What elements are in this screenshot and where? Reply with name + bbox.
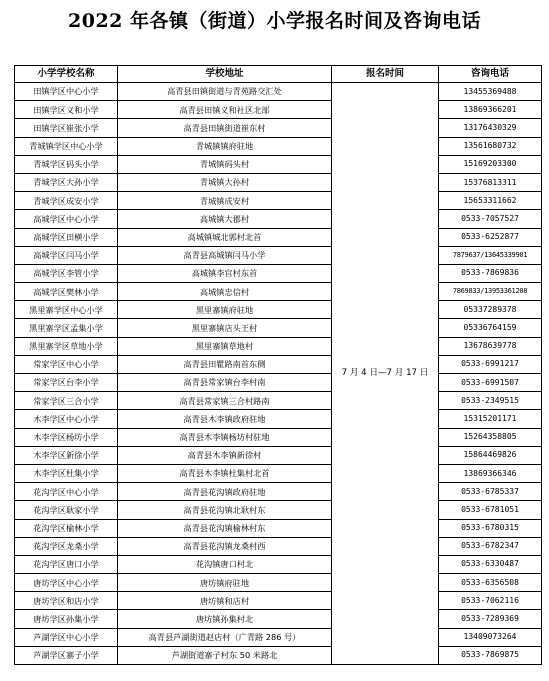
phone-cell: 15315201171 [439, 410, 542, 428]
table-row [15, 137, 542, 155]
phone-cell: 0533-6782347 [439, 537, 542, 555]
school-address-cell: 唐坊镇孙集村北 [118, 610, 332, 628]
school-address-cell: 高青县木李镇政府驻地 [118, 410, 332, 428]
school-name-cell: 田镇学区中心小学 [15, 83, 118, 101]
school-address-cell: 高青县花沟镇北耿村东 [118, 501, 332, 519]
school-address-cell: 高青县田镇街道与青苑路交汇处 [118, 83, 332, 101]
table-row [15, 610, 542, 628]
table-row [15, 628, 542, 646]
school-address-cell: 唐坊镇和店村 [118, 592, 332, 610]
phone-cell: 13455369488 [439, 83, 542, 101]
table-row [15, 228, 542, 246]
school-name-cell: 高城学区樊林小学 [15, 283, 118, 301]
school-name-cell: 青城学区成安小学 [15, 192, 118, 210]
school-address-cell: 芦湖街道寨子村东 50 米路北 [118, 646, 332, 664]
header-registration-time: 报名时间 [332, 66, 439, 83]
school-address-cell: 高青县木李镇杜集村北首 [118, 464, 332, 482]
phone-cell: 7869833/13953361208 [439, 283, 542, 301]
school-address-cell: 高青县常家镇台李村南 [118, 374, 332, 392]
school-name-cell: 花沟学区龙桑小学 [15, 537, 118, 555]
phone-cell: 13561680732 [439, 137, 542, 155]
school-address-cell: 黑里寨镇府驻地 [118, 301, 332, 319]
header-school-name: 小学学校名称 [15, 66, 118, 83]
school-name-cell: 黑里寨学区中心小学 [15, 301, 118, 319]
phone-cell: 15376813311 [439, 173, 542, 191]
table-row [15, 464, 542, 482]
header-row [15, 66, 542, 83]
table-row [15, 155, 542, 173]
page-title: 2022 年各镇（街道）小学报名时间及咨询电话 [68, 10, 481, 32]
school-name-cell: 木李学区杨坊小学 [15, 428, 118, 446]
school-name-cell: 黑里寨学区草地小学 [15, 337, 118, 355]
school-address-cell: 高青县木李镇新徐村 [118, 446, 332, 464]
table-row [15, 537, 542, 555]
school-name-cell: 常家学区三合小学 [15, 392, 118, 410]
school-name-cell: 高城学区李管小学 [15, 264, 118, 282]
school-address-cell: 高青县花沟镇榆林村东 [118, 519, 332, 537]
phone-cell: 0533-7869836 [439, 264, 542, 282]
table-row [15, 355, 542, 373]
phone-cell: 7879637/13645339901 [439, 246, 542, 264]
school-name-cell: 唐坊学区中心小学 [15, 574, 118, 592]
school-name-cell: 青城学区大孙小学 [15, 173, 118, 191]
phone-cell: 15864469826 [439, 446, 542, 464]
table-row [15, 301, 542, 319]
table-row [15, 501, 542, 519]
phone-cell: 15653311662 [439, 192, 542, 210]
school-name-cell: 常家学区台李小学 [15, 374, 118, 392]
table-header [15, 66, 542, 83]
school-name-cell: 常家学区中心小学 [15, 355, 118, 373]
phone-cell: 05336764159 [439, 319, 542, 337]
phone-cell: 0533-6330487 [439, 555, 542, 573]
school-name-cell: 青城镇学区中心小学 [15, 137, 118, 155]
table-row [15, 192, 542, 210]
phone-cell: 15169203300 [439, 155, 542, 173]
school-name-cell: 花沟学区唐口小学 [15, 555, 118, 573]
table-row [15, 392, 542, 410]
school-name-cell: 木李学区杜集小学 [15, 464, 118, 482]
table-row [15, 283, 542, 301]
table-row [15, 210, 542, 228]
header-school-address: 学校地址 [118, 66, 332, 83]
table-row [15, 574, 542, 592]
phone-cell: 0533-7869875 [439, 646, 542, 664]
school-name-cell: 花沟学区耿家小学 [15, 501, 118, 519]
school-name-cell: 芦湖学区寨子小学 [15, 646, 118, 664]
school-registration-table [14, 65, 542, 665]
school-name-cell: 高城学区闫马小学 [15, 246, 118, 264]
table-row [15, 119, 542, 137]
school-address-cell: 高城镇大郡村 [118, 210, 332, 228]
school-address-cell: 黑里寨镇店头王村 [118, 319, 332, 337]
phone-cell: 13176430329 [439, 119, 542, 137]
table-row [15, 319, 542, 337]
table-row [15, 446, 542, 464]
phone-cell: 0533-7057527 [439, 210, 542, 228]
school-address-cell: 高城镇李官村东首 [118, 264, 332, 282]
school-name-cell: 黑里寨学区孟集小学 [15, 319, 118, 337]
table-row [15, 374, 542, 392]
phone-cell: 05337289378 [439, 301, 542, 319]
phone-cell: 0533-6991217 [439, 355, 542, 373]
phone-cell: 0533-6780315 [439, 519, 542, 537]
school-name-cell: 田镇学区崔张小学 [15, 119, 118, 137]
phone-cell: 13409073264 [439, 628, 542, 646]
phone-cell: 15264358805 [439, 428, 542, 446]
header-phone: 咨询电话 [439, 66, 542, 83]
school-name-cell: 田镇学区义和小学 [15, 101, 118, 119]
phone-cell: 0533-7062116 [439, 592, 542, 610]
school-address-cell: 高青县常家镇三合村路南 [118, 392, 332, 410]
school-name-cell: 木李学区新徐小学 [15, 446, 118, 464]
school-address-cell: 高城镇忠信村 [118, 283, 332, 301]
phone-cell: 0533-7289369 [439, 610, 542, 628]
phone-cell: 13678639778 [439, 337, 542, 355]
school-name-cell: 花沟学区榆林小学 [15, 519, 118, 537]
school-address-cell: 青城镇成安村 [118, 192, 332, 210]
table-row [15, 246, 542, 264]
school-name-cell: 芦湖学区中心小学 [15, 628, 118, 646]
school-address-cell: 高青县田镇义和社区北部 [118, 101, 332, 119]
school-name-cell: 唐坊学区孙集小学 [15, 610, 118, 628]
table-row [15, 646, 542, 664]
phone-cell: 0533-6252877 [439, 228, 542, 246]
table-row [15, 483, 542, 501]
table-row [15, 410, 542, 428]
school-address-cell: 青城镇码头村 [118, 155, 332, 173]
table-row [15, 83, 542, 101]
school-address-cell: 高青县高城镇闫马小学 [118, 246, 332, 264]
school-address-cell: 青城镇大孙村 [118, 173, 332, 191]
school-address-cell: 高青县花沟镇政府驻地 [118, 483, 332, 501]
phone-cell: 0533-2349515 [439, 392, 542, 410]
school-name-cell: 青城学区码头小学 [15, 155, 118, 173]
school-address-cell: 花沟镇唐口村北 [118, 555, 332, 573]
school-name-cell: 唐坊学区和店小学 [15, 592, 118, 610]
phone-cell: 0533-6356508 [439, 574, 542, 592]
school-address-cell: 高青县花沟镇龙桑村西 [118, 537, 332, 555]
phone-cell: 0533-6785337 [439, 483, 542, 501]
phone-cell: 0533-6781051 [439, 501, 542, 519]
phone-cell: 13869366346 [439, 464, 542, 482]
table-row [15, 101, 542, 119]
table-body [15, 83, 542, 665]
school-address-cell: 高青县田镇街道崔东村 [118, 119, 332, 137]
table-row [15, 592, 542, 610]
school-address-cell: 高城镇城北郭村北首 [118, 228, 332, 246]
table-row [15, 173, 542, 191]
phone-cell: 0533-6991507 [439, 374, 542, 392]
table-row [15, 428, 542, 446]
table-row [15, 555, 542, 573]
phone-cell: 13869366201 [439, 101, 542, 119]
school-name-cell: 高城学区田横小学 [15, 228, 118, 246]
table-row [15, 337, 542, 355]
school-address-cell: 唐坊镇府驻地 [118, 574, 332, 592]
registration-time-cell: 7 月 4 日—7 月 17 日 [332, 83, 439, 665]
school-address-cell: 黑里寨镇草地村 [118, 337, 332, 355]
school-address-cell: 青城镇镇府驻地 [118, 137, 332, 155]
school-name-cell: 高城学区中心小学 [15, 210, 118, 228]
school-name-cell: 花沟学区中心小学 [15, 483, 118, 501]
school-address-cell: 高青县田瞿路南首东侧 [118, 355, 332, 373]
school-address-cell: 高青县木李镇杨坊村驻地 [118, 428, 332, 446]
school-name-cell: 木李学区中心小学 [15, 410, 118, 428]
school-address-cell: 高青县芦湖街道赵店村（广青路 286 号） [118, 628, 332, 646]
table-row [15, 519, 542, 537]
table-row [15, 264, 542, 282]
